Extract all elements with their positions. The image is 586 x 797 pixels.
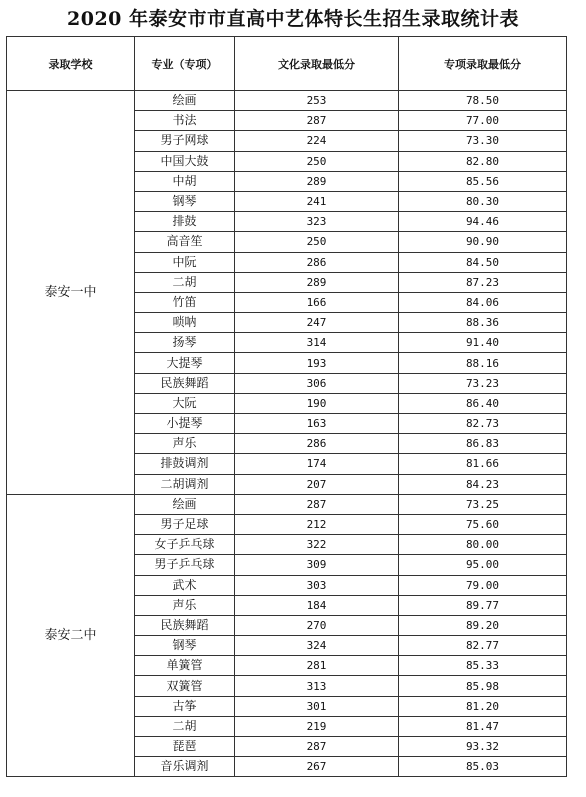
special-score-cell: 89.77 [399, 595, 567, 615]
table-header-row [7, 37, 567, 91]
culture-score-cell: 253 [235, 91, 399, 111]
special-score-cell: 81.47 [399, 716, 567, 736]
culture-score-cell: 287 [235, 737, 399, 757]
special-score-cell: 85.03 [399, 757, 567, 777]
header-culture-score: 文化录取最低分 [235, 37, 399, 91]
major-cell: 民族舞蹈 [135, 615, 235, 635]
special-score-cell: 80.30 [399, 191, 567, 211]
special-score-cell: 79.00 [399, 575, 567, 595]
major-cell: 扬琴 [135, 333, 235, 353]
major-cell: 声乐 [135, 595, 235, 615]
culture-score-cell: 250 [235, 151, 399, 171]
special-score-cell: 85.98 [399, 676, 567, 696]
culture-score-cell: 190 [235, 393, 399, 413]
major-cell: 男子乒乓球 [135, 555, 235, 575]
special-score-cell: 95.00 [399, 555, 567, 575]
culture-score-cell: 250 [235, 232, 399, 252]
special-score-cell: 86.83 [399, 434, 567, 454]
culture-score-cell: 163 [235, 414, 399, 434]
special-score-cell: 75.60 [399, 514, 567, 534]
school-cell: 泰安一中 [7, 91, 135, 495]
header-special-score: 专项录取最低分 [399, 37, 567, 91]
special-score-cell: 73.30 [399, 131, 567, 151]
major-cell: 大阮 [135, 393, 235, 413]
special-score-cell: 82.80 [399, 151, 567, 171]
culture-score-cell: 212 [235, 514, 399, 534]
culture-score-cell: 314 [235, 333, 399, 353]
major-cell: 古筝 [135, 696, 235, 716]
special-score-cell: 82.77 [399, 636, 567, 656]
culture-score-cell: 309 [235, 555, 399, 575]
major-cell: 钢琴 [135, 191, 235, 211]
culture-score-cell: 301 [235, 696, 399, 716]
culture-score-cell: 324 [235, 636, 399, 656]
school-cell: 泰安二中 [7, 494, 135, 777]
major-cell: 民族舞蹈 [135, 373, 235, 393]
header-school: 录取学校 [7, 37, 135, 91]
major-cell: 竹笛 [135, 292, 235, 312]
table-row [7, 494, 567, 514]
major-cell: 音乐调剂 [135, 757, 235, 777]
major-cell: 排鼓调剂 [135, 454, 235, 474]
special-score-cell: 91.40 [399, 333, 567, 353]
special-score-cell: 93.32 [399, 737, 567, 757]
culture-score-cell: 267 [235, 757, 399, 777]
culture-score-cell: 289 [235, 272, 399, 292]
special-score-cell: 81.66 [399, 454, 567, 474]
special-score-cell: 78.50 [399, 91, 567, 111]
special-score-cell: 85.56 [399, 171, 567, 191]
page-title: 2020 年泰安市市直高中艺体特长生招生录取统计表 [67, 8, 519, 30]
culture-score-cell: 193 [235, 353, 399, 373]
special-score-cell: 73.25 [399, 494, 567, 514]
major-cell: 二胡调剂 [135, 474, 235, 494]
special-score-cell: 88.16 [399, 353, 567, 373]
culture-score-cell: 323 [235, 212, 399, 232]
major-cell: 声乐 [135, 434, 235, 454]
special-score-cell: 86.40 [399, 393, 567, 413]
major-cell: 钢琴 [135, 636, 235, 656]
culture-score-cell: 313 [235, 676, 399, 696]
culture-score-cell: 184 [235, 595, 399, 615]
major-cell: 小提琴 [135, 414, 235, 434]
major-cell: 唢呐 [135, 313, 235, 333]
major-cell: 排鼓 [135, 212, 235, 232]
special-score-cell: 81.20 [399, 696, 567, 716]
culture-score-cell: 247 [235, 313, 399, 333]
major-cell: 双簧管 [135, 676, 235, 696]
special-score-cell: 73.23 [399, 373, 567, 393]
table-body [7, 91, 567, 777]
admission-table [6, 36, 567, 777]
special-score-cell: 88.36 [399, 313, 567, 333]
major-cell: 单簧管 [135, 656, 235, 676]
culture-score-cell: 224 [235, 131, 399, 151]
culture-score-cell: 306 [235, 373, 399, 393]
culture-score-cell: 281 [235, 656, 399, 676]
culture-score-cell: 303 [235, 575, 399, 595]
special-score-cell: 85.33 [399, 656, 567, 676]
culture-score-cell: 270 [235, 615, 399, 635]
culture-score-cell: 241 [235, 191, 399, 211]
header-major: 专业（专项） [135, 37, 235, 91]
culture-score-cell: 286 [235, 434, 399, 454]
culture-score-cell: 287 [235, 111, 399, 131]
culture-score-cell: 286 [235, 252, 399, 272]
major-cell: 中国大鼓 [135, 151, 235, 171]
culture-score-cell: 219 [235, 716, 399, 736]
major-cell: 男子足球 [135, 514, 235, 534]
culture-score-cell: 166 [235, 292, 399, 312]
special-score-cell: 89.20 [399, 615, 567, 635]
culture-score-cell: 174 [235, 454, 399, 474]
major-cell: 绘画 [135, 91, 235, 111]
culture-score-cell: 207 [235, 474, 399, 494]
major-cell: 武术 [135, 575, 235, 595]
special-score-cell: 90.90 [399, 232, 567, 252]
major-cell: 中阮 [135, 252, 235, 272]
culture-score-cell: 289 [235, 171, 399, 191]
special-score-cell: 84.06 [399, 292, 567, 312]
special-score-cell: 94.46 [399, 212, 567, 232]
culture-score-cell: 322 [235, 535, 399, 555]
major-cell: 中胡 [135, 171, 235, 191]
major-cell: 二胡 [135, 272, 235, 292]
major-cell: 二胡 [135, 716, 235, 736]
special-score-cell: 82.73 [399, 414, 567, 434]
major-cell: 大提琴 [135, 353, 235, 373]
major-cell: 女子乒乓球 [135, 535, 235, 555]
major-cell: 琵琶 [135, 737, 235, 757]
special-score-cell: 87.23 [399, 272, 567, 292]
major-cell: 男子网球 [135, 131, 235, 151]
culture-score-cell: 287 [235, 494, 399, 514]
major-cell: 绘画 [135, 494, 235, 514]
table-row [7, 91, 567, 111]
special-score-cell: 80.00 [399, 535, 567, 555]
special-score-cell: 77.00 [399, 111, 567, 131]
special-score-cell: 84.50 [399, 252, 567, 272]
special-score-cell: 84.23 [399, 474, 567, 494]
major-cell: 高音笙 [135, 232, 235, 252]
major-cell: 书法 [135, 111, 235, 131]
